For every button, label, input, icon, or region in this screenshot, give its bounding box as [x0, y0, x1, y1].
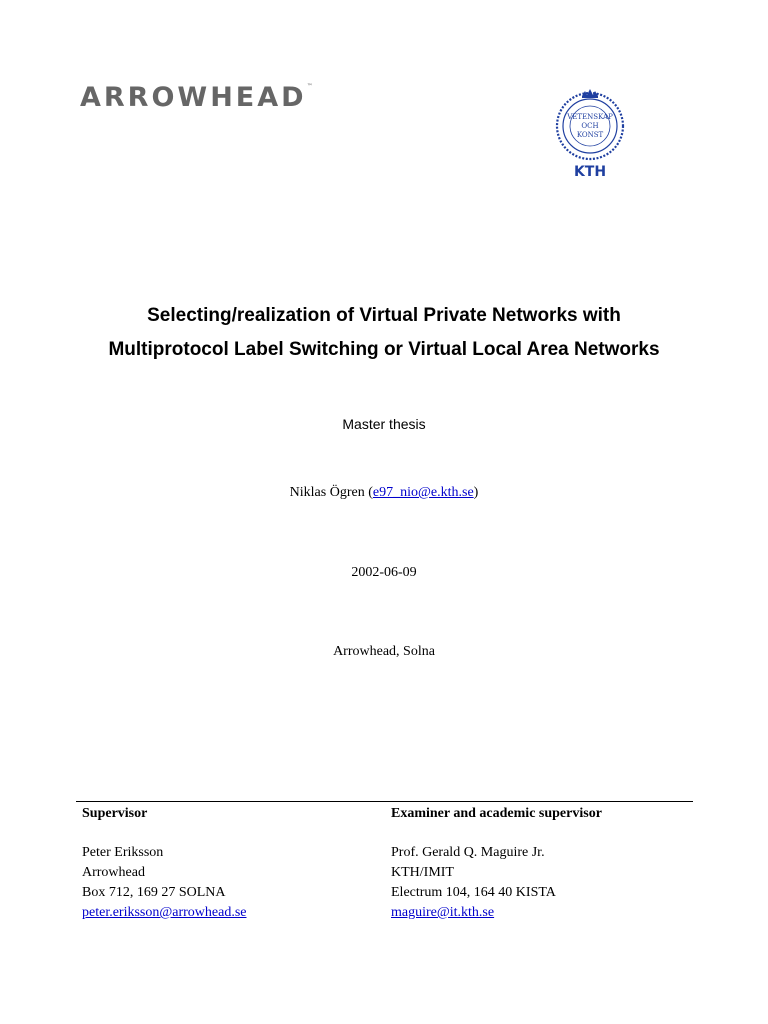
- examiner-email-link[interactable]: maguire@it.kth.se: [391, 905, 495, 920]
- document-date: 2002-06-09: [351, 565, 417, 580]
- arrowhead-logo: [80, 84, 313, 111]
- title-line-1: Selecting/realization of Virtual Private Networks with: [147, 305, 621, 326]
- seal-text-1: VETENSKAP: [567, 113, 613, 121]
- seal-text-2: OCH: [581, 122, 599, 130]
- document-place: Arrowhead, Solna: [333, 644, 435, 659]
- title-line-2: Multiprotocol Label Switching or Virtual Local Area Networks: [108, 339, 660, 360]
- supervisor-block: [82, 804, 372, 923]
- examiner-block: [391, 804, 711, 923]
- supervisor-org: Arrowhead: [82, 865, 145, 880]
- arrowhead-logo-text: ARROWHEAD: [80, 82, 307, 113]
- divider-line: [76, 801, 693, 802]
- author-open-paren: (: [364, 485, 373, 500]
- examiner-org: KTH/IMIT: [391, 865, 454, 880]
- supervisor-heading: Supervisor: [82, 806, 148, 821]
- supervisor-email-link[interactable]: peter.eriksson@arrowhead.se: [82, 905, 247, 920]
- author-name: Niklas Ögren: [289, 485, 365, 500]
- author-line: [0, 485, 768, 501]
- seal-text-3: KONST: [576, 131, 604, 139]
- author-close-paren: ): [473, 485, 479, 500]
- seal-label: KTH: [573, 164, 607, 180]
- author-email-link[interactable]: e97_nio@e.kth.se: [372, 485, 474, 500]
- examiner-heading: Examiner and academic supervisor: [391, 806, 602, 821]
- document-subtitle: Master thesis: [342, 416, 426, 432]
- kth-seal-icon: [554, 86, 626, 182]
- document-title: [40, 299, 728, 367]
- supervisor-address: Box 712, 169 27 SOLNA: [82, 885, 226, 900]
- supervisor-name: Peter Eriksson: [82, 845, 164, 860]
- examiner-address: Electrum 104, 164 40 KISTA: [391, 885, 556, 900]
- trademark-mark: ™: [306, 83, 313, 90]
- examiner-name: Prof. Gerald Q. Maguire Jr.: [391, 845, 545, 860]
